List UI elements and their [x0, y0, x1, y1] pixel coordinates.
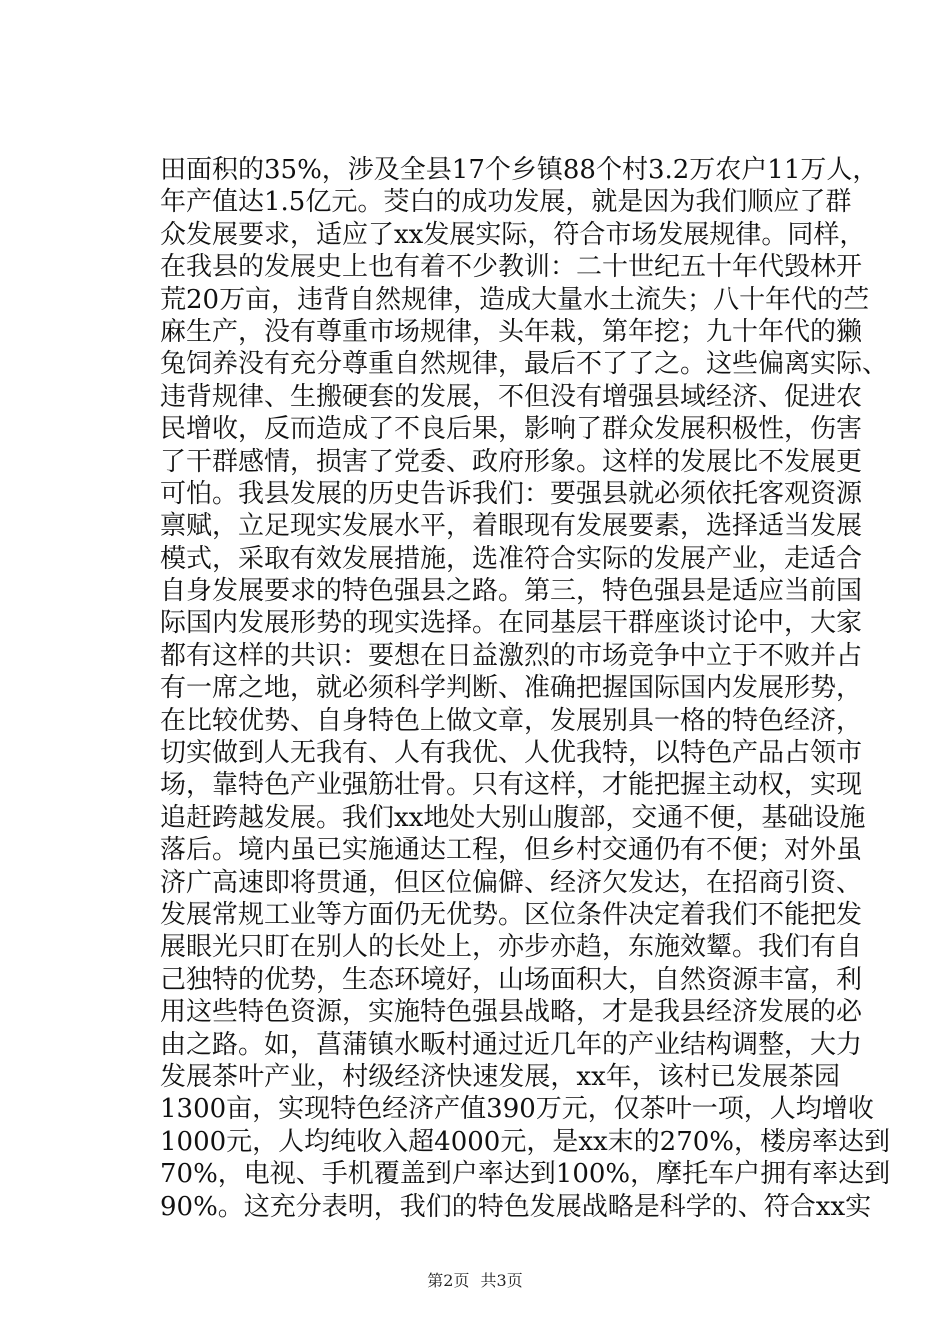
text-line: 追赶跨越发展。我们xx地处大别山腹部，交通不便，基础设施 — [160, 802, 866, 833]
text-line: 90%。这充分表明，我们的特色发展战略是科学的、符合xx实 — [160, 1191, 872, 1222]
text-line: 济广高速即将贯通，但区位偏僻、经济欠发达，在招商引资、 — [160, 867, 863, 898]
text-line: 用这些特色资源，实施特色强县战略，才是我县经济发展的必 — [160, 997, 863, 1028]
text-line: 可怕。我县发展的历史告诉我们：要强县就必须依托客观资源 — [160, 478, 863, 509]
text-line: 展眼光只盯在别人的长处上，亦步亦趋，东施效颦。我们有自 — [160, 932, 863, 963]
text-line: 了干群感情，损害了党委、政府形象。这样的发展比不发展更 — [160, 446, 863, 477]
text-line: 己独特的优势，生态环境好，山场面积大，自然资源丰富，利 — [160, 964, 863, 995]
text-line: 切实做到人无我有、人有我优、人优我特，以特色产品占领市 — [160, 738, 863, 769]
body-text — [160, 154, 891, 1223]
text-line: 众发展要求，适应了xx发展实际，符合市场发展规律。同样， — [160, 219, 866, 250]
text-line: 都有这样的共识：要想在日益激烈的市场竞争中立于不败并占 — [160, 640, 863, 671]
text-line: 麻生产，没有尊重市场规律，头年栽，第年挖；九十年代的獭 — [160, 316, 863, 347]
text-line: 际国内发展形势的现实选择。在同基层干群座谈讨论中，大家 — [160, 608, 863, 639]
text-line: 1300亩，实现特色经济产值390万元，仅茶叶一项，人均增收 — [160, 1094, 874, 1125]
text-line: 民增收，反而造成了不良后果，影响了群众发展积极性，伤害 — [160, 414, 863, 445]
text-line: 模式，采取有效发展措施，选准符合实际的发展产业，走适合 — [160, 543, 863, 574]
text-line: 有一席之地，就必须科学判断、准确把握国际国内发展形势， — [160, 673, 863, 704]
text-line: 发展茶叶产业，村级经济快速发展，xx年，该村已发展茶园 — [160, 1061, 840, 1092]
text-line: 1000元，人均纯收入超4000元，是xx末的270%，楼房率达到 — [160, 1126, 890, 1157]
text-line: 发展常规工业等方面仍无优势。区位条件决定着我们不能把发 — [160, 899, 863, 930]
text-line: 落后。境内虽已实施通达工程，但乡村交通仍有不便；对外虽 — [160, 835, 863, 866]
page-footer — [0, 1268, 950, 1291]
text-line: 兔饲养没有充分尊重自然规律，最后不了了之。这些偏离实际、 — [160, 349, 889, 380]
text-line: 荒20万亩，违背自然规律，造成大量水土流失；八十年代的苎 — [160, 284, 870, 315]
text-line: 自身发展要求的特色强县之路。第三，特色强县是适应当前国 — [160, 576, 863, 607]
text-line: 禀赋，立足现实发展水平，着眼现有发展要素，选择适当发展 — [160, 511, 863, 542]
text-line: 在比较优势、自身特色上做文章，发展别具一格的特色经济， — [160, 705, 863, 736]
page-number: 第2页 — [427, 1271, 470, 1290]
text-line: 年产值达1.5亿元。茭白的成功发展，就是因为我们顺应了群 — [160, 187, 852, 218]
text-line: 场，靠特色产业强筋壮骨。只有这样，才能把握主动权，实现 — [160, 770, 863, 801]
page-total: 共3页 — [480, 1271, 523, 1290]
text-line: 在我县的发展史上也有着不少教训：二十世纪五十年代毁林开 — [160, 252, 863, 283]
text-line: 违背规律、生搬硬套的发展，不但没有增强县域经济、促进农 — [160, 381, 863, 412]
text-line: 田面积的35%，涉及全县17个乡镇88个村3.2万农户11万人， — [160, 155, 879, 185]
text-line: 由之路。如，菖蒲镇水畈村通过近几年的产业结构调整，大力 — [160, 1029, 863, 1060]
text-line: 70%，电视、手机覆盖到户率达到100%，摩托车户拥有率达到 — [160, 1159, 891, 1190]
